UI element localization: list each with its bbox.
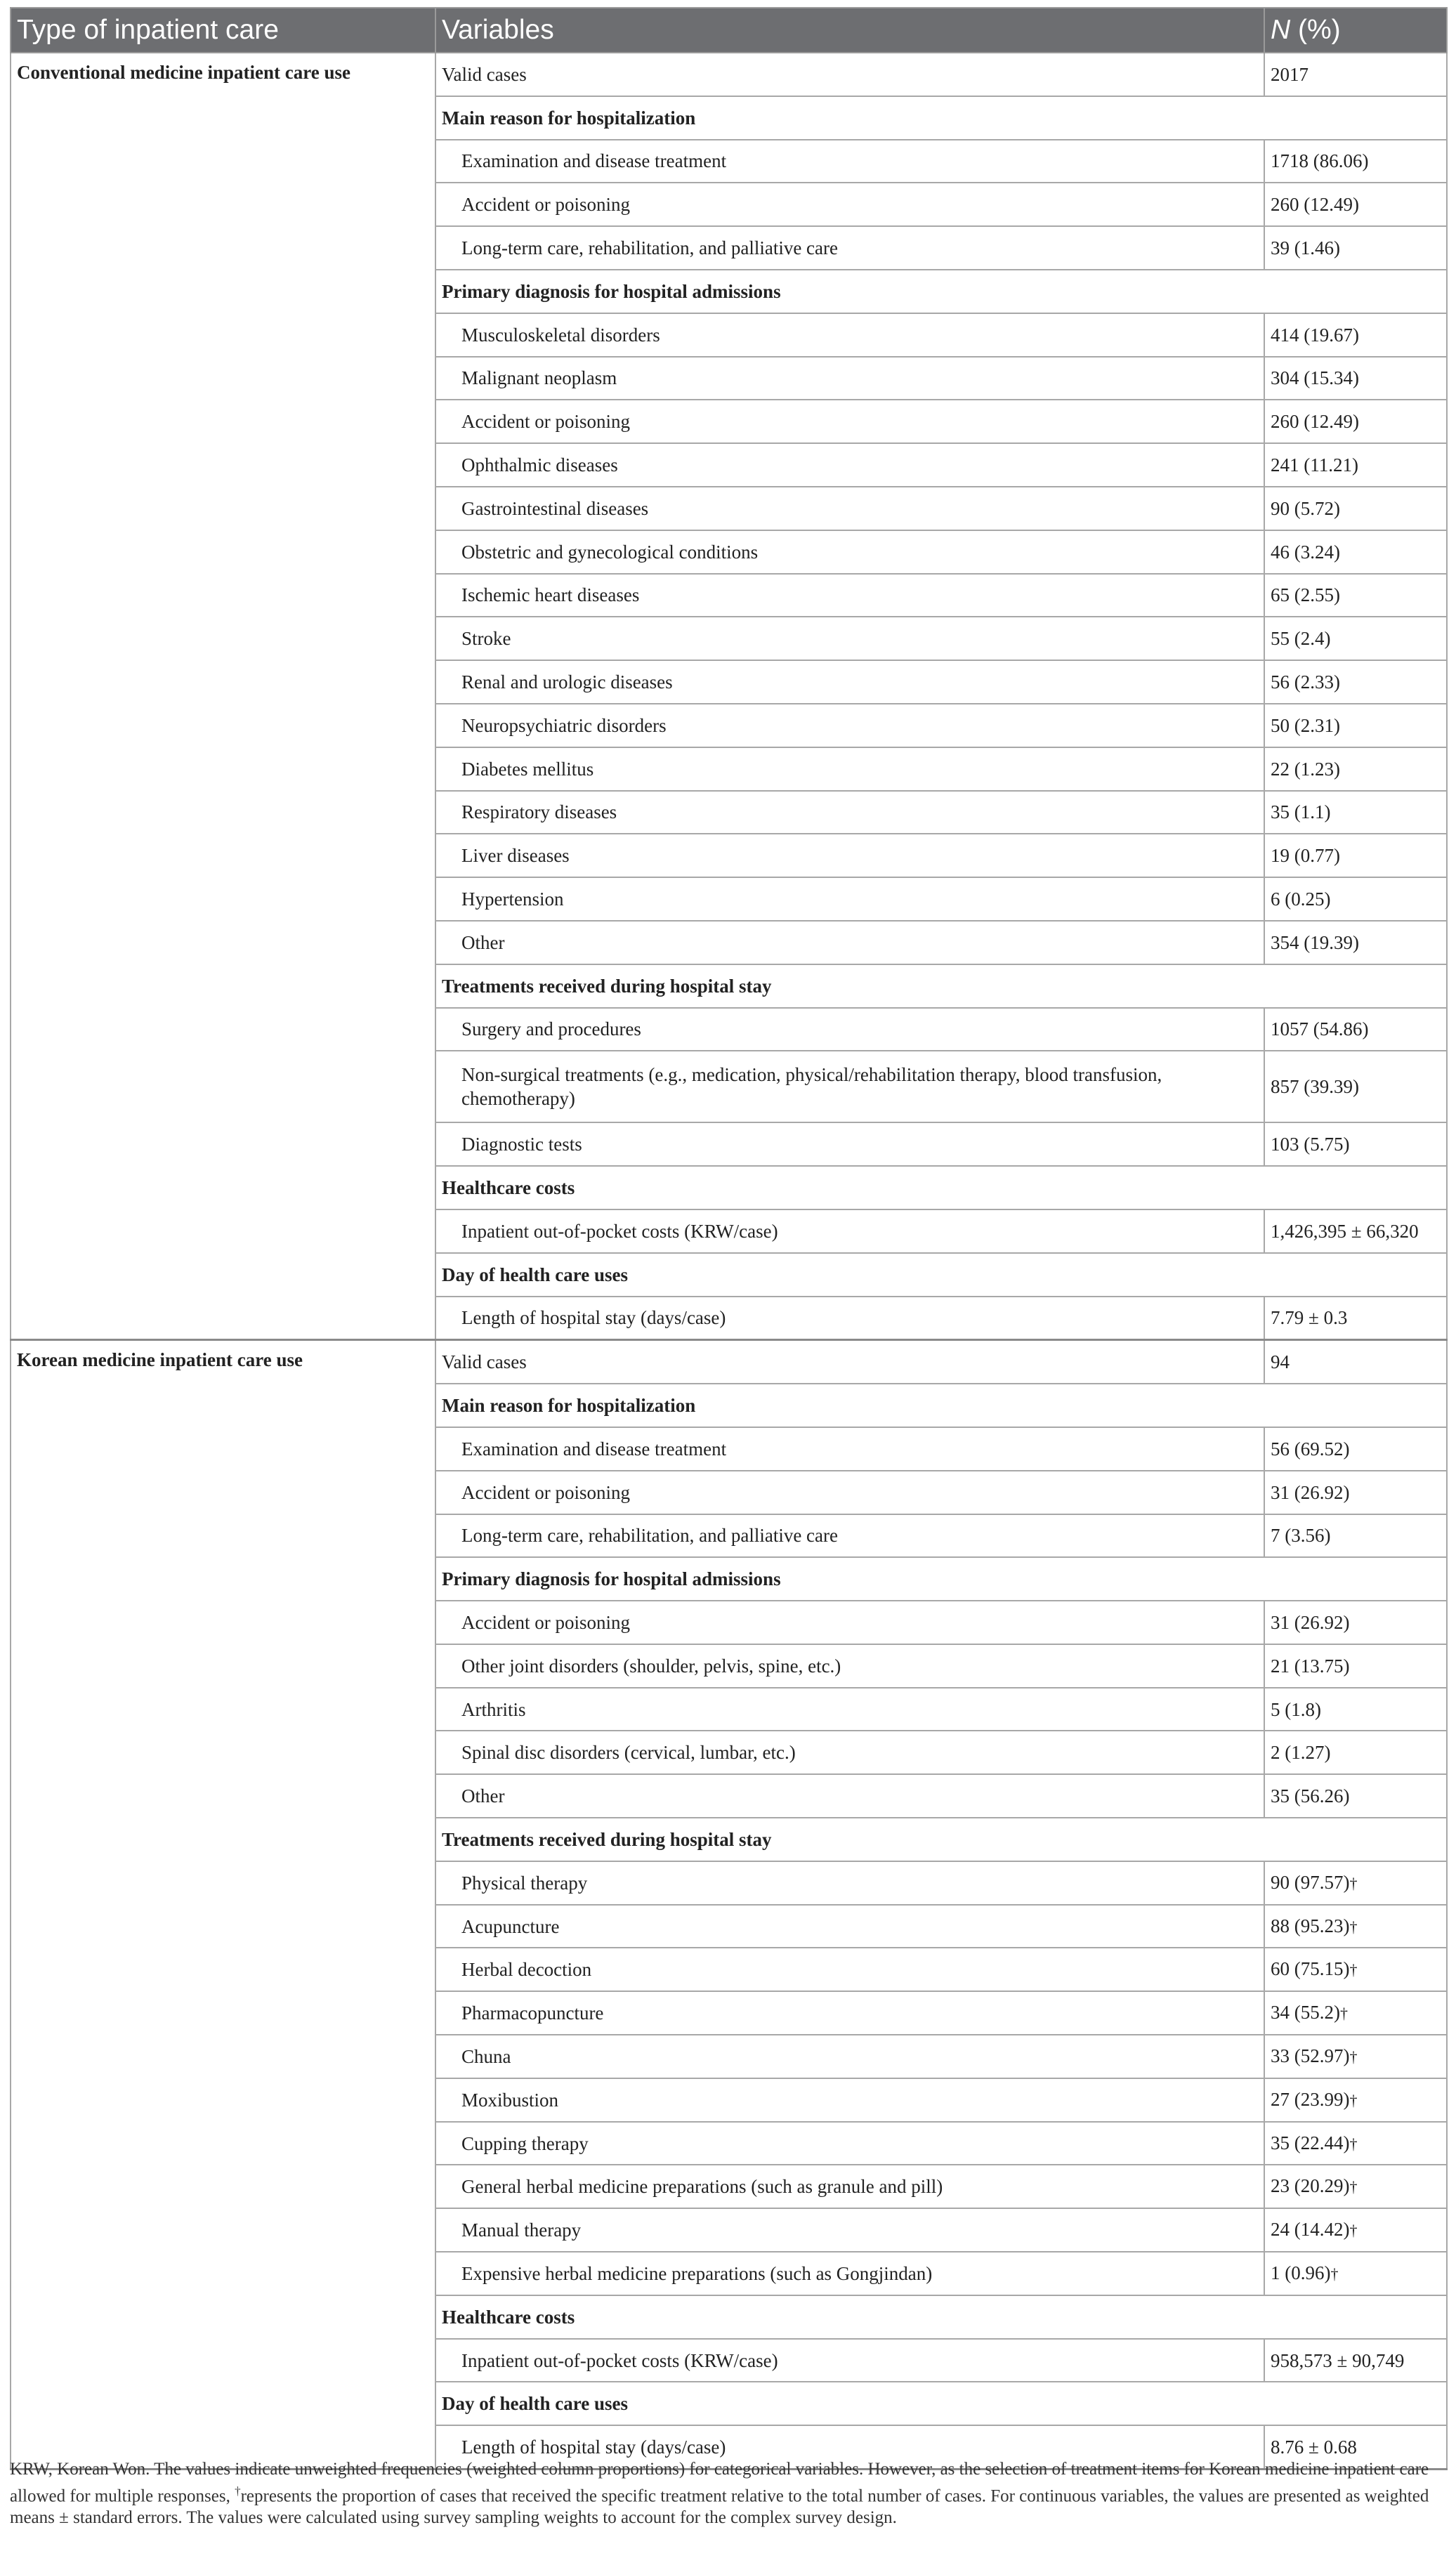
footnote-text-1: KRW, Korean Won. The values indicate unweighted frequencies (weighted column proportions) for categorical variables. However, as the selection of treatment items for Korean medicine inpatient care allowed for multiple responses,	[10, 2460, 1429, 2506]
variable-cell: Musculoskeletal disorders	[435, 313, 1264, 357]
variable-cell: Diabetes mellitus	[435, 747, 1264, 791]
value-text: 6 (0.25)	[1271, 888, 1331, 910]
variable-cell: Moxibustion	[435, 2078, 1264, 2122]
value-cell	[1264, 704, 1447, 747]
value-text: 7.79 ± 0.3	[1271, 1307, 1348, 1329]
conventional-care-type-label: Conventional medicine inpatient care use	[11, 53, 435, 1340]
value-cell	[1264, 617, 1447, 660]
header-percent: (%)	[1290, 15, 1341, 45]
value-cell	[1264, 747, 1447, 791]
value-cell	[1264, 2252, 1447, 2295]
variable-cell: Long-term care, rehabilitation, and palliative care	[435, 1514, 1264, 1558]
footnote-text-2: represents the proportion of cases that received the specific treatment relative to the total number of cases. For continuous variables, the values are presented as weighted means ± standard errors. The values were calculated using survey sampling weights to account for the complex survey design.	[10, 2486, 1429, 2528]
value-text: 90 (5.72)	[1271, 497, 1340, 519]
variable-cell: Gastrointestinal diseases	[435, 487, 1264, 530]
value-text: 260 (12.49)	[1271, 411, 1359, 433]
subheading-cell: Primary diagnosis for hospital admissions	[435, 1557, 1447, 1601]
value-text: 24 (14.42)	[1271, 2219, 1350, 2241]
header-n-percent	[1264, 8, 1447, 53]
dagger-mark: †	[1339, 2005, 1348, 2023]
variable-cell: Pharmacopuncture	[435, 1991, 1264, 2035]
value-text: 35 (22.44)	[1271, 2132, 1350, 2153]
value-cell	[1264, 2339, 1447, 2382]
value-text: 1,426,395 ± 66,320	[1271, 1220, 1419, 1242]
value-text: 1057 (54.86)	[1271, 1018, 1369, 1040]
dagger-mark: †	[1349, 2091, 1358, 2109]
value-cell	[1264, 1471, 1447, 1514]
value-cell	[1264, 2078, 1447, 2122]
variable-cell: Diagnostic tests	[435, 1122, 1264, 1166]
variable-cell: Surgery and procedures	[435, 1008, 1264, 1051]
value-cell	[1264, 1051, 1447, 1122]
subheading-cell: Treatments received during hospital stay	[435, 1818, 1447, 1861]
subheading-cell: Day of health care uses	[435, 1253, 1447, 1297]
table-row	[11, 53, 1447, 96]
value-text: 1 (0.96)	[1271, 2262, 1331, 2283]
header-variables: Variables	[435, 8, 1264, 53]
variable-cell: Arthritis	[435, 1688, 1264, 1731]
variable-cell: Ischemic heart diseases	[435, 574, 1264, 617]
variable-cell: Length of hospital stay (days/case)	[435, 1297, 1264, 1340]
variable-cell: Respiratory diseases	[435, 791, 1264, 834]
variable-cell: Examination and disease treatment	[435, 140, 1264, 183]
value-cell	[1264, 1644, 1447, 1688]
value-text: 50 (2.31)	[1271, 714, 1340, 736]
value-cell	[1264, 140, 1447, 183]
dagger-mark: †	[1330, 2264, 1339, 2283]
value-text: 7 (3.56)	[1271, 1525, 1331, 1547]
value-text: 241 (11.21)	[1271, 454, 1358, 476]
value-cell	[1264, 791, 1447, 834]
header-n-letter: N	[1271, 15, 1291, 45]
table-row	[11, 1340, 1447, 1384]
variable-cell: Inpatient out-of-pocket costs (KRW/case)	[435, 2339, 1264, 2382]
dagger-mark: †	[1349, 1917, 1358, 1936]
variable-cell: Other joint disorders (shoulder, pelvis, spine, etc.)	[435, 1644, 1264, 1688]
value-text: 5 (1.8)	[1271, 1698, 1321, 1720]
variable-cell: Acupuncture	[435, 1905, 1264, 1948]
variable-cell: Obstetric and gynecological conditions	[435, 530, 1264, 574]
value-text: 46 (3.24)	[1271, 541, 1340, 563]
value-text: 1718 (86.06)	[1271, 150, 1369, 172]
table-header-row	[11, 8, 1447, 53]
value-text: 260 (12.49)	[1271, 194, 1359, 216]
variable-cell: Neuropsychiatric disorders	[435, 704, 1264, 747]
value-cell	[1264, 357, 1447, 400]
value-text: 65 (2.55)	[1271, 584, 1340, 606]
dagger-mark: †	[1349, 2047, 1358, 2066]
variable-cell: Stroke	[435, 617, 1264, 660]
subheading-cell: Healthcare costs	[435, 1166, 1447, 1209]
value-cell	[1264, 2035, 1447, 2078]
value-text: 857 (39.39)	[1271, 1076, 1359, 1098]
dagger-mark: †	[1349, 1874, 1358, 1892]
value-text: 8.76 ± 0.68	[1271, 2437, 1357, 2458]
variable-cell: Ophthalmic diseases	[435, 443, 1264, 487]
variable-cell: Liver diseases	[435, 834, 1264, 877]
value-cell	[1264, 1774, 1447, 1818]
value-cell	[1264, 1340, 1447, 1384]
variable-cell: Inpatient out-of-pocket costs (KRW/case)	[435, 1209, 1264, 1253]
dagger-mark: †	[1349, 2222, 1358, 2240]
value-cell	[1264, 183, 1447, 226]
variable-cell: Physical therapy	[435, 1861, 1264, 1905]
value-cell	[1264, 53, 1447, 96]
variable-cell: Non-surgical treatments (e.g., medication, physical/rehabilitation therapy, blood transfusion, chemotherapy)	[435, 1051, 1264, 1122]
value-text: 103 (5.75)	[1271, 1134, 1350, 1155]
variable-cell: Manual therapy	[435, 2208, 1264, 2252]
value-cell	[1264, 1688, 1447, 1731]
table-footnote	[10, 2458, 1436, 2529]
value-cell	[1264, 921, 1447, 964]
value-cell	[1264, 226, 1447, 270]
value-cell	[1264, 2208, 1447, 2252]
subheading-cell: Treatments received during hospital stay	[435, 964, 1447, 1008]
variable-cell: Hypertension	[435, 877, 1264, 921]
variable-cell: Accident or poisoning	[435, 183, 1264, 226]
value-text: 21 (13.75)	[1271, 1655, 1350, 1677]
subheading-cell: Primary diagnosis for hospital admissions	[435, 270, 1447, 313]
value-cell	[1264, 1209, 1447, 1253]
variable-cell: Expensive herbal medicine preparations (such as Gongjindan)	[435, 2252, 1264, 2295]
value-text: 2 (1.27)	[1271, 1742, 1331, 1764]
value-cell	[1264, 400, 1447, 443]
value-text: 56 (2.33)	[1271, 671, 1340, 693]
value-cell	[1264, 443, 1447, 487]
value-cell	[1264, 1297, 1447, 1340]
value-cell	[1264, 574, 1447, 617]
value-cell	[1264, 1905, 1447, 1948]
value-cell	[1264, 1008, 1447, 1051]
value-cell	[1264, 530, 1447, 574]
value-cell	[1264, 1731, 1447, 1774]
variable-cell: Accident or poisoning	[435, 400, 1264, 443]
dagger-mark: †	[1349, 2134, 1358, 2153]
value-cell	[1264, 1122, 1447, 1166]
variable-cell: General herbal medicine preparations (such as granule and pill)	[435, 2165, 1264, 2208]
value-cell	[1264, 1861, 1447, 1905]
variable-cell: Cupping therapy	[435, 2122, 1264, 2165]
value-cell	[1264, 1948, 1447, 1991]
variable-cell: Spinal disc disorders (cervical, lumbar, etc.)	[435, 1731, 1264, 1774]
variable-cell: Other	[435, 921, 1264, 964]
value-text: 27 (23.99)	[1271, 2088, 1350, 2110]
variable-cell: Long-term care, rehabilitation, and palliative care	[435, 226, 1264, 270]
table-body	[11, 53, 1447, 2470]
dagger-mark: †	[1349, 1961, 1358, 1979]
variable-cell: Chuna	[435, 2035, 1264, 2078]
variable-cell: Accident or poisoning	[435, 1601, 1264, 1644]
variable-cell: Accident or poisoning	[435, 1471, 1264, 1514]
value-text: 33 (52.97)	[1271, 2045, 1350, 2066]
variable-cell: Examination and disease treatment	[435, 1427, 1264, 1471]
subheading-cell: Day of health care uses	[435, 2382, 1447, 2425]
value-text: 414 (19.67)	[1271, 324, 1359, 346]
variable-cell: Other	[435, 1774, 1264, 1818]
value-cell	[1264, 1601, 1447, 1644]
variable-cell: Length of hospital stay (days/case)	[435, 2425, 1264, 2469]
value-text: 56 (69.52)	[1271, 1438, 1350, 1460]
value-text: 35 (56.26)	[1271, 1785, 1350, 1807]
value-text: 23 (20.29)	[1271, 2175, 1350, 2197]
subheading-cell: Main reason for hospitalization	[435, 1384, 1447, 1427]
value-text: 35 (1.1)	[1271, 801, 1331, 823]
footnote-dagger: †	[235, 2484, 241, 2498]
variable-cell: Renal and urologic diseases	[435, 660, 1264, 704]
variable-cell: Valid cases	[435, 53, 1264, 96]
value-cell	[1264, 2165, 1447, 2208]
value-text: 354 (19.39)	[1271, 931, 1359, 953]
value-cell	[1264, 1991, 1447, 2035]
dagger-mark: †	[1349, 2178, 1358, 2196]
header-type-of-care: Type of inpatient care	[11, 8, 435, 53]
value-cell	[1264, 313, 1447, 357]
value-text: 34 (55.2)	[1271, 2002, 1340, 2024]
value-text: 2017	[1271, 63, 1309, 85]
subheading-cell: Healthcare costs	[435, 2295, 1447, 2339]
value-cell	[1264, 2122, 1447, 2165]
value-text: 22 (1.23)	[1271, 758, 1340, 780]
value-text: 94	[1271, 1351, 1290, 1373]
subheading-cell: Main reason for hospitalization	[435, 96, 1447, 140]
value-cell	[1264, 1427, 1447, 1471]
value-cell	[1264, 877, 1447, 921]
value-text: 31 (26.92)	[1271, 1611, 1350, 1633]
value-cell	[1264, 834, 1447, 877]
value-cell	[1264, 1514, 1447, 1558]
value-text: 19 (0.77)	[1271, 845, 1340, 867]
value-text: 90 (97.57)	[1271, 1871, 1350, 1893]
value-text: 31 (26.92)	[1271, 1481, 1350, 1503]
value-cell	[1264, 660, 1447, 704]
variable-cell: Valid cases	[435, 1340, 1264, 1384]
variable-cell: Herbal decoction	[435, 1948, 1264, 1991]
value-text: 88 (95.23)	[1271, 1915, 1350, 1936]
variable-cell: Malignant neoplasm	[435, 357, 1264, 400]
korean-care-type-label: Korean medicine inpatient care use	[11, 1340, 435, 2470]
value-cell	[1264, 487, 1447, 530]
value-text: 55 (2.4)	[1271, 628, 1331, 650]
inpatient-care-table	[10, 7, 1448, 2470]
value-text: 958,573 ± 90,749	[1271, 2349, 1405, 2371]
value-text: 39 (1.46)	[1271, 237, 1340, 259]
value-text: 304 (15.34)	[1271, 367, 1359, 389]
value-text: 60 (75.15)	[1271, 1958, 1350, 1980]
